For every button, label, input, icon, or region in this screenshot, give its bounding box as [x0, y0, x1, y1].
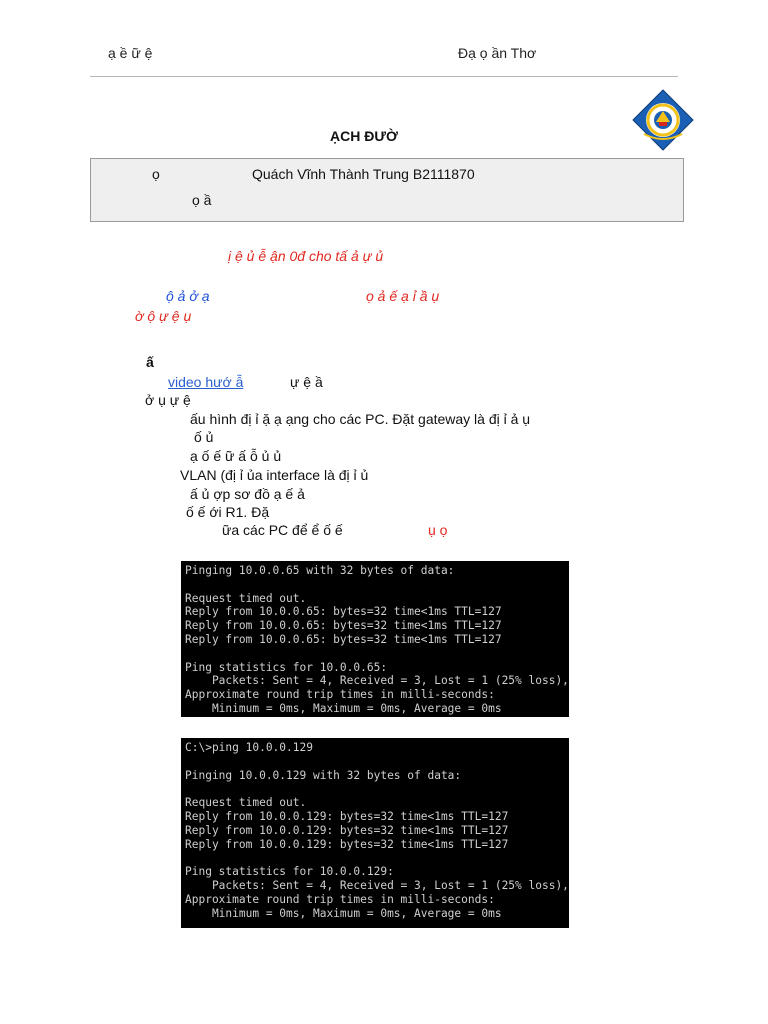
- info-label-2: ọ ầ: [192, 192, 212, 208]
- console-line: Reply from 10.0.0.129: bytes=32 time<1ms TTL=127: [185, 837, 509, 851]
- console-line: Reply from 10.0.0.65: bytes=32 time<1ms TTL=127: [185, 632, 502, 646]
- console-line: Ping statistics for 10.0.0.65:: [185, 660, 388, 674]
- step-5-line-1: ấ ủ ợp sơ đồ ạ ế ả: [190, 486, 305, 502]
- console-line: Request timed out.: [185, 591, 307, 605]
- step-1-text: ự ệ ầ: [290, 374, 323, 390]
- console-line: Request timed out.: [185, 796, 307, 810]
- step-4-line-2: VLAN (đị ỉ ủa interface là đị ỉ ủ: [180, 467, 369, 483]
- ping-output-console-2: [181, 738, 569, 928]
- console-line: Pinging 10.0.0.129 with 32 bytes of data:: [185, 768, 462, 782]
- video-guide-link[interactable]: video hướ ẫ: [168, 374, 244, 390]
- console-line: [185, 755, 565, 769]
- intro-line-2-red: ọ ả ế ạ ỉ ầ ụ: [366, 288, 440, 304]
- header-left-text: ạ ề ữ ệ: [108, 45, 153, 61]
- document-title: ẠCH ĐƯỜ: [330, 128, 398, 144]
- step-4-line-1: ạ ố ế ữ ấ ỗ ủ ủ: [190, 448, 282, 464]
- console-line: [185, 647, 565, 661]
- university-logo: [632, 89, 694, 151]
- console-line: Minimum = 0ms, Maximum = 0ms, Average = 0ms: [185, 701, 502, 715]
- header-divider: [90, 76, 678, 77]
- info-label-1: ọ: [152, 166, 160, 182]
- steps-heading: ấ: [146, 354, 154, 370]
- console-line: C:\>ping 10.0.0.129: [185, 741, 313, 754]
- console-line: Reply from 10.0.0.129: bytes=32 time<1ms TTL=127: [185, 809, 509, 823]
- step-3-line-2: ố ủ: [194, 429, 214, 445]
- step-5-line-2: ố ế ới R1. Đặ: [186, 504, 270, 520]
- intro-line-3: ờ ộ ự ệ ụ: [135, 308, 192, 324]
- console-line: [185, 851, 565, 865]
- console-line: Reply from 10.0.0.129: bytes=32 time<1ms TTL=127: [185, 823, 509, 837]
- step-3-line-1: ấu hình đị ỉ ặ ạ ạng cho các PC. Đặt gateway là đị ỉ ả ụ: [190, 411, 531, 427]
- console-line: Pinging 10.0.0.65 with 32 bytes of data:: [185, 564, 455, 577]
- console-line: [185, 578, 565, 592]
- console-line: Minimum = 0ms, Maximum = 0ms, Average = 0ms: [185, 906, 502, 920]
- step-2-text: ở ụ ự ệ: [145, 392, 191, 408]
- console-line: Reply from 10.0.0.65: bytes=32 time<1ms TTL=127: [185, 619, 502, 633]
- step-6-text: ữa các PC để ể ố ế: [222, 522, 343, 538]
- console-line: Approximate round trip times in milli-seconds:: [185, 688, 495, 702]
- intro-line-2-blue: ộ ả ở ạ: [166, 288, 210, 304]
- console-line: Approximate round trip times in milli-seconds:: [185, 892, 495, 906]
- student-name: Quách Vĩnh Thành Trung B2111870: [252, 166, 475, 182]
- header-right-text: Đạ ọ ần Thơ: [458, 45, 537, 61]
- console-line: [185, 782, 565, 796]
- console-line: Packets: Sent = 4, Received = 3, Lost = 1 (25% loss),: [185, 878, 569, 892]
- ping-output-console-1: [181, 561, 569, 717]
- intro-line-1: ị ệ ủ ễ ận 0đ cho tấ ả ự ủ: [228, 248, 384, 264]
- console-line: Packets: Sent = 4, Received = 3, Lost = 1 (25% loss),: [185, 674, 569, 688]
- console-line: Reply from 10.0.0.65: bytes=32 time<1ms TTL=127: [185, 605, 502, 619]
- console-line: Ping statistics for 10.0.0.129:: [185, 865, 394, 879]
- step-6-red-text: ụ ọ: [428, 522, 448, 538]
